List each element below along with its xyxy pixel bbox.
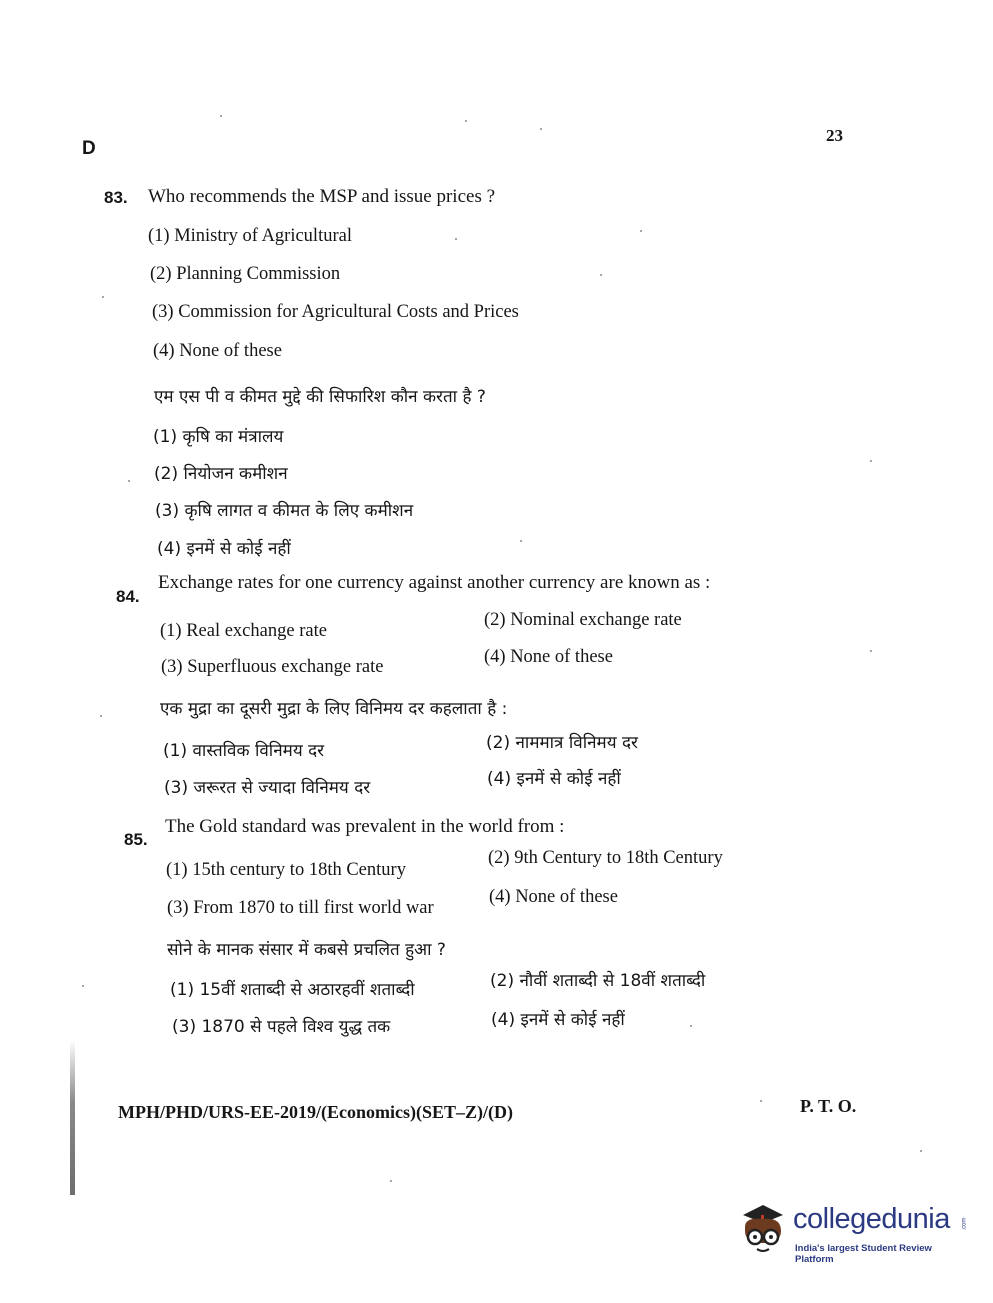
option-hindi: (2) नाममात्र विनिमय दर xyxy=(486,733,638,753)
option-hindi: (1) 15वीं शताब्दी से अठारहवीं शताब्दी xyxy=(170,980,415,1000)
scan-speck xyxy=(760,1100,762,1102)
option-hindi: (3) 1870 से पहले विश्व युद्ध तक xyxy=(172,1017,391,1037)
question-text: The Gold standard was prevalent in the world from : xyxy=(165,816,565,837)
option-hindi: (4) इनमें से कोई नहीं xyxy=(491,1010,625,1030)
mascot-logo-icon xyxy=(735,1197,791,1259)
brand-tld: .com xyxy=(961,1217,968,1231)
option-hindi: (2) नौवीं शताब्दी से 18वीं शताब्दी xyxy=(490,971,706,991)
collegedunia-watermark xyxy=(735,1195,968,1265)
scan-speck xyxy=(870,650,872,652)
set-letter: D xyxy=(82,138,96,159)
option: (3) From 1870 to till first world war xyxy=(167,898,434,918)
scan-speck xyxy=(690,1025,692,1027)
question-number: 83. xyxy=(104,188,128,207)
option-hindi: (4) इनमें से कोई नहीं xyxy=(157,539,291,559)
question-number: 85. xyxy=(124,830,148,849)
option-hindi: (3) कृषि लागत व कीमत के लिए कमीशन xyxy=(155,501,414,521)
option: (3) Commission for Agricultural Costs and Prices xyxy=(152,302,519,322)
scan-edge-shadow xyxy=(70,1040,75,1195)
option: (4) None of these xyxy=(489,887,618,907)
option: (1) 15th century to 18th Century xyxy=(166,860,406,880)
scan-speck xyxy=(100,715,102,717)
question-text-hindi: एम एस पी व कीमत मुद्दे की सिफारिश कौन करता है ? xyxy=(154,387,486,407)
question-text: Exchange rates for one currency against another currency are known as : xyxy=(158,572,711,593)
option-hindi: (2) नियोजन कमीशन xyxy=(154,464,288,484)
question-text: Who recommends the MSP and issue prices ? xyxy=(148,186,496,207)
option: (4) None of these xyxy=(484,647,613,667)
scan-speck xyxy=(920,1150,922,1152)
paper-code: MPH/PHD/URS-EE-2019/(Economics)(SET–Z)/(D) xyxy=(118,1102,513,1122)
scan-speck xyxy=(600,274,602,276)
option-hindi: (4) इनमें से कोई नहीं xyxy=(487,769,621,789)
brand-name: collegedunia xyxy=(793,1203,950,1235)
pto-label: P. T. O. xyxy=(800,1096,857,1116)
scan-speck xyxy=(540,128,542,130)
scan-speck xyxy=(870,460,872,462)
question-text-hindi: एक मुद्रा का दूसरी मुद्रा के लिए विनिमय दर कहलाता है : xyxy=(160,699,508,719)
scan-speck xyxy=(520,540,522,542)
option: (1) Ministry of Agricultural xyxy=(148,226,352,246)
option: (4) None of these xyxy=(153,341,282,361)
page-number: 23 xyxy=(826,126,843,145)
option: (2) 9th Century to 18th Century xyxy=(488,848,723,868)
scan-speck xyxy=(390,1180,392,1182)
option: (3) Superfluous exchange rate xyxy=(161,657,384,677)
question-number: 84. xyxy=(116,587,140,606)
scan-speck xyxy=(455,238,457,240)
scan-speck xyxy=(220,115,222,117)
question-text-hindi: सोने के मानक संसार में कबसे प्रचलित हुआ ? xyxy=(167,940,446,960)
option: (2) Nominal exchange rate xyxy=(484,610,682,630)
option-hindi: (1) कृषि का मंत्रालय xyxy=(153,427,284,447)
scan-speck xyxy=(102,296,104,298)
scan-speck xyxy=(640,230,642,232)
scan-speck xyxy=(128,480,130,482)
scan-speck xyxy=(465,120,467,122)
option-hindi: (1) वास्तविक विनिमय दर xyxy=(163,741,325,761)
option-hindi: (3) जरूरत से ज्यादा विनिमय दर xyxy=(164,778,371,798)
option: (2) Planning Commission xyxy=(150,264,341,284)
option: (1) Real exchange rate xyxy=(160,621,327,641)
scan-speck xyxy=(82,985,84,987)
brand-tagline: India's largest Student Review Platform xyxy=(795,1243,932,1265)
